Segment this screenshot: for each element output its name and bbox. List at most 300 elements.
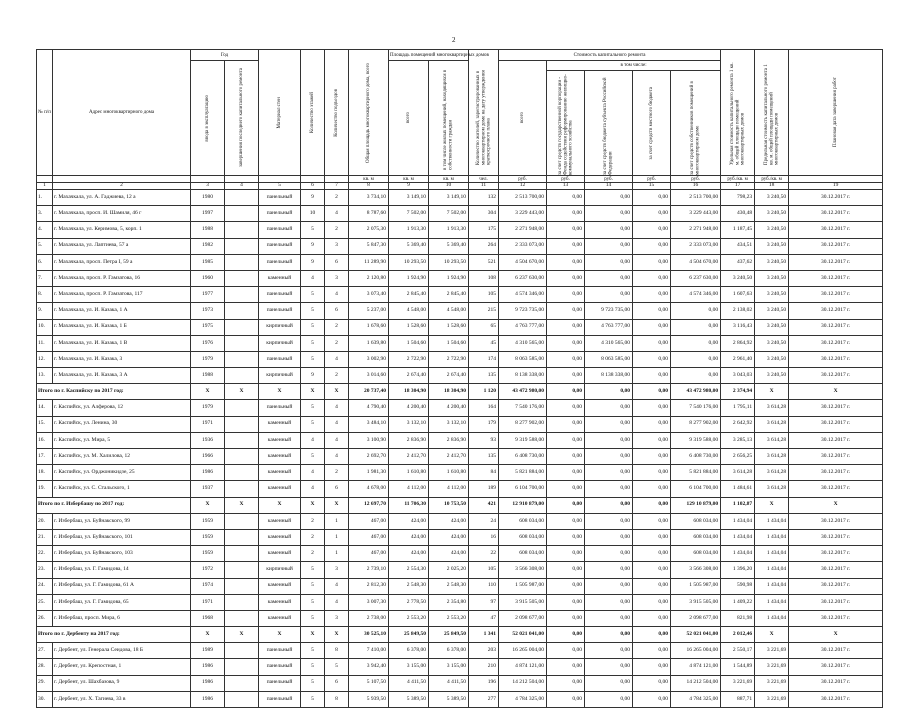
- table-cell: 203: [469, 643, 499, 659]
- table-cell: 3 614,28: [755, 465, 789, 481]
- table-cell: 3 614,28: [755, 416, 789, 432]
- table-cell: 2 513 700,00: [671, 190, 721, 206]
- address-cell: г. Махачкала, ул. Керимова, 5, корп. 1: [53, 222, 191, 238]
- table-cell: 6 408 730,00: [499, 449, 547, 465]
- table-cell: 0,00: [633, 594, 671, 610]
- table-cell: 30.12.2017 г.: [789, 594, 883, 610]
- table-cell: 30.12.2017 г.: [789, 190, 883, 206]
- table-cell: 0,00: [633, 206, 671, 222]
- table-cell: 30.12.2017 г.: [789, 351, 883, 367]
- table-cell: 4 874 121,00: [671, 659, 721, 675]
- table-cell: 210: [469, 659, 499, 675]
- subtotal-cell: X: [225, 384, 259, 400]
- table-cell: панельный: [259, 287, 301, 303]
- table-cell: 2: [301, 529, 325, 545]
- table-cell: 30.12.2017 г.: [789, 449, 883, 465]
- table-cell: 1: [325, 546, 349, 562]
- table-cell: каменный: [259, 578, 301, 594]
- table-cell: 30.12.2017 г.: [789, 416, 883, 432]
- table-cell: 5 939,50: [349, 691, 389, 707]
- table-cell: 3: [325, 270, 349, 286]
- col-residents-header: Количество жителей, зарегистрированных в многоквартирном доме на дату утверждения краткосрочного плана: [469, 50, 499, 176]
- table-cell: [225, 562, 259, 578]
- table-cell: 0,00: [633, 254, 671, 270]
- subtotal-cell: 2 012,46: [721, 627, 755, 643]
- table-cell: 2 778,50: [389, 594, 429, 610]
- table-cell: каменный: [259, 610, 301, 626]
- table-cell: 1974: [191, 578, 225, 594]
- table-cell: 4 548,00: [389, 303, 429, 319]
- table-cell: 1 504,60: [389, 335, 429, 351]
- table-cell: каменный: [259, 546, 301, 562]
- table-cell: 4: [325, 400, 349, 416]
- table-cell: 1973: [191, 303, 225, 319]
- table-cell: 2 412,70: [389, 449, 429, 465]
- subtotal-cell: 0,00: [547, 497, 585, 513]
- table-cell: 3 614,28: [755, 432, 789, 448]
- table-cell: 108: [469, 270, 499, 286]
- table-cell: 8 277 902,00: [671, 416, 721, 432]
- table-cell: 1986: [191, 675, 225, 691]
- table-cell: 1 434,04: [755, 529, 789, 545]
- table-row: [37, 691, 883, 707]
- table-cell: 5: [301, 335, 325, 351]
- address-cell: г. Избербаш, ул. Буйнакского, 103: [53, 546, 191, 562]
- subtotal-cell: X: [301, 497, 325, 513]
- address-cell: г. Махачкала, просп. Петра I, 59 а: [53, 254, 191, 270]
- table-cell: 1988: [191, 222, 225, 238]
- table-cell: 608 034,00: [671, 513, 721, 529]
- row-number: 28.: [37, 659, 53, 675]
- table-cell: 30.12.2017 г.: [789, 254, 883, 270]
- unit-cell: кв. м: [429, 176, 469, 183]
- table-cell: 3: [325, 610, 349, 626]
- table-cell: [225, 691, 259, 707]
- address-cell: г. Каспийск, ул. М. Халилова, 12: [53, 449, 191, 465]
- table-cell: 2 739,10: [349, 562, 389, 578]
- table-row: [37, 594, 883, 610]
- table-cell: кирпичный: [259, 335, 301, 351]
- row-number: 11.: [37, 335, 53, 351]
- table-cell: 3 073,40: [349, 287, 389, 303]
- table-cell: панельный: [259, 675, 301, 691]
- table-cell: 1 434,04: [721, 513, 755, 529]
- address-cell: г. Избербаш, ул. Г. Гамидова, 61 А: [53, 578, 191, 594]
- table-cell: 5 237,00: [349, 303, 389, 319]
- table-cell: 2: [301, 546, 325, 562]
- table-cell: 7 502,00: [389, 206, 429, 222]
- table-cell: 5: [301, 578, 325, 594]
- subtotal-cell: 0,00: [585, 627, 633, 643]
- page-number: 2: [452, 36, 456, 44]
- table-cell: 1936: [191, 432, 225, 448]
- table-cell: панельный: [259, 351, 301, 367]
- row-number: 21.: [37, 529, 53, 545]
- table-cell: 3 149,10: [429, 190, 469, 206]
- table-cell: 6 237 630,00: [499, 270, 547, 286]
- table-row: [37, 206, 883, 222]
- subtotal-label: Итого по г. Избербашу по 2017 год:: [37, 497, 191, 513]
- table-row: [37, 432, 883, 448]
- column-number-cell: 3: [191, 183, 225, 190]
- table-cell: 3 132,10: [389, 416, 429, 432]
- table-cell: 3 240,50: [721, 270, 755, 286]
- table-cell: 174: [469, 351, 499, 367]
- table-cell: 0,00: [547, 432, 585, 448]
- table-cell: 45: [469, 335, 499, 351]
- table-cell: 1 528,60: [429, 319, 469, 335]
- table-cell: 5: [301, 562, 325, 578]
- table-cell: панельный: [259, 691, 301, 707]
- subtotal-cell: 43 472 980,00: [671, 384, 721, 400]
- table-cell: 5: [301, 400, 325, 416]
- table-cell: 135: [469, 449, 499, 465]
- table-cell: 0,00: [547, 529, 585, 545]
- table-cell: 0,00: [671, 319, 721, 335]
- table-cell: 2 548,30: [389, 578, 429, 594]
- table-cell: 8 138 338,00: [499, 368, 547, 384]
- table-cell: 608 034,00: [499, 529, 547, 545]
- subtotal-cell: X: [191, 497, 225, 513]
- table-cell: 1 505 987,00: [671, 578, 721, 594]
- table-cell: 2 722,90: [389, 351, 429, 367]
- table-cell: 10: [301, 206, 325, 222]
- table-cell: панельный: [259, 659, 301, 675]
- table-cell: 2 354,80: [429, 594, 469, 610]
- table-cell: 0,00: [547, 546, 585, 562]
- table-cell: панельный: [259, 206, 301, 222]
- subtotal-cell: 43 472 980,00: [499, 384, 547, 400]
- table-cell: 4 574 346,00: [671, 287, 721, 303]
- table-cell: 0,00: [633, 449, 671, 465]
- column-number-cell: 6: [301, 183, 325, 190]
- table-cell: [225, 238, 259, 254]
- subtotal-cell: 52 021 041,00: [671, 627, 721, 643]
- table-cell: 0,00: [633, 222, 671, 238]
- table-cell: 3 566 308,00: [499, 562, 547, 578]
- col-cost-including-header: в том числе:: [547, 61, 721, 71]
- table-cell: 4 200,40: [429, 400, 469, 416]
- col-deadline-header: Плановая дата завершения работ: [789, 50, 883, 176]
- table-cell: 3 221,69: [721, 675, 755, 691]
- table-cell: [225, 675, 259, 691]
- address-cell: г. Махачкала, просп. Р. Гамзатова, 117: [53, 287, 191, 303]
- table-cell: 424,00: [429, 546, 469, 562]
- table-cell: каменный: [259, 513, 301, 529]
- subtotal-cell: 0,00: [585, 497, 633, 513]
- table-cell: кирпичный: [259, 319, 301, 335]
- table-cell: 4 200,40: [389, 400, 429, 416]
- table-cell: панельный: [259, 303, 301, 319]
- subtotal-cell: 10 753,50: [429, 497, 469, 513]
- table-cell: 3: [325, 562, 349, 578]
- table-cell: 3 240,50: [755, 190, 789, 206]
- table-cell: 1977: [191, 287, 225, 303]
- table-cell: каменный: [259, 465, 301, 481]
- table-cell: 0,00: [585, 416, 633, 432]
- table-cell: [225, 319, 259, 335]
- table-cell: 4: [301, 270, 325, 286]
- table-cell: 3 734,10: [349, 190, 389, 206]
- table-cell: 424,00: [389, 513, 429, 529]
- row-number: 20.: [37, 513, 53, 529]
- table-cell: [225, 416, 259, 432]
- address-cell: г. Каспийск, ул. Орджоникидзе, 25: [53, 465, 191, 481]
- units-row: [37, 176, 883, 183]
- table-cell: 0,00: [547, 303, 585, 319]
- table-cell: 30.12.2017 г.: [789, 546, 883, 562]
- table-cell: 0,00: [633, 400, 671, 416]
- table-row: [37, 319, 883, 335]
- row-number: 29.: [37, 675, 53, 691]
- table-cell: 196: [469, 675, 499, 691]
- table-cell: 0,00: [547, 351, 585, 367]
- table-cell: 0,00: [547, 319, 585, 335]
- table-cell: панельный: [259, 400, 301, 416]
- table-cell: 1 434,04: [721, 529, 755, 545]
- table-cell: 0,00: [633, 675, 671, 691]
- col-year-commission-header: ввода в эксплуатацию: [191, 61, 225, 176]
- unit-cell: руб.: [633, 176, 671, 183]
- table-cell: 30.12.2017 г.: [789, 610, 883, 626]
- table-cell: 0,00: [633, 465, 671, 481]
- table-cell: 2: [325, 222, 349, 238]
- address-cell: г. Махачкала, ул. И. Казака, 1 А: [53, 303, 191, 319]
- table-cell: 2 845,40: [429, 287, 469, 303]
- table-cell: 3 240,50: [755, 351, 789, 367]
- table-cell: 3 221,69: [755, 659, 789, 675]
- address-cell: г. Избербаш, ул. Г. Гамидова, 65: [53, 594, 191, 610]
- unit-cell: руб.: [499, 176, 547, 183]
- address-cell: г. Махачкала, просп. Р. Гамзатова, 16: [53, 270, 191, 286]
- table-cell: 2: [325, 465, 349, 481]
- table-cell: 590,98: [721, 578, 755, 594]
- table-cell: 9: [301, 238, 325, 254]
- table-cell: 4: [325, 206, 349, 222]
- subtotal-cell: X: [325, 384, 349, 400]
- table-cell: 5 847,30: [349, 238, 389, 254]
- table-cell: 3 229 443,00: [499, 206, 547, 222]
- table-cell: 2 674,40: [389, 368, 429, 384]
- table-cell: 0,00: [585, 465, 633, 481]
- column-number-cell: 19: [789, 183, 883, 190]
- col-address-header: Адрес многоквартирного дома: [53, 50, 191, 176]
- table-cell: 3 221,69: [755, 675, 789, 691]
- table-row: [37, 675, 883, 691]
- table-cell: 0,00: [547, 270, 585, 286]
- col-year-overhaul-header: завершения последнего капитального ремонта: [225, 61, 259, 176]
- table-cell: 5 369,40: [429, 238, 469, 254]
- row-number: 13.: [37, 368, 53, 384]
- table-cell: каменный: [259, 529, 301, 545]
- col-cost-total-header: всего: [499, 61, 547, 176]
- table-cell: 1 434,04: [755, 578, 789, 594]
- table-cell: 0,00: [633, 190, 671, 206]
- table-cell: 3 240,50: [755, 254, 789, 270]
- table-cell: 2 674,40: [429, 368, 469, 384]
- table-cell: 0,00: [585, 449, 633, 465]
- row-number: 14.: [37, 400, 53, 416]
- table-cell: 1 396,20: [721, 562, 755, 578]
- table-cell: 2 412,70: [429, 449, 469, 465]
- table-cell: 5: [301, 610, 325, 626]
- subtotal-cell: 12 697,70: [349, 497, 389, 513]
- table-cell: 4 411,50: [429, 675, 469, 691]
- table-cell: 5: [301, 351, 325, 367]
- address-cell: г. Дербент, ул. Шахбазова, 9: [53, 675, 191, 691]
- unit-cell: кв. м: [349, 176, 389, 183]
- table-cell: 10 293,50: [389, 254, 429, 270]
- table-cell: 0,00: [585, 206, 633, 222]
- table-cell: [225, 335, 259, 351]
- table-cell: 8 138 338,00: [585, 368, 633, 384]
- table-cell: [225, 190, 259, 206]
- table-cell: 264: [469, 238, 499, 254]
- table-cell: 47: [469, 610, 499, 626]
- table-cell: 0,00: [547, 416, 585, 432]
- table-cell: 3 240,50: [755, 319, 789, 335]
- table-cell: 0,00: [585, 562, 633, 578]
- subtotal-cell: 2 374,94: [721, 384, 755, 400]
- address-cell: г. Каспийск, ул. Алферова, 12: [53, 400, 191, 416]
- table-cell: кирпичный: [259, 562, 301, 578]
- col-cost-header: Стоимость капитального ремонта: [499, 50, 721, 61]
- table-cell: 30.12.2017 г.: [789, 691, 883, 707]
- subtotal-row: [37, 384, 883, 400]
- table-cell: 6 408 730,00: [671, 449, 721, 465]
- table-cell: [225, 643, 259, 659]
- subtotal-cell: 0,00: [547, 384, 585, 400]
- table-row: [37, 416, 883, 432]
- table-row: [37, 481, 883, 497]
- table-cell: 2 738,00: [349, 610, 389, 626]
- table-cell: 5: [301, 594, 325, 610]
- table-cell: [225, 610, 259, 626]
- table-cell: 3 221,69: [755, 643, 789, 659]
- column-number-cell: 1: [37, 183, 53, 190]
- table-cell: 2 642,92: [721, 416, 755, 432]
- table-cell: 2 271 948,00: [671, 222, 721, 238]
- unit-cell: руб.: [585, 176, 633, 183]
- table-row: [37, 287, 883, 303]
- table-cell: 2 333 073,00: [499, 238, 547, 254]
- table-cell: 4 763 777,00: [499, 319, 547, 335]
- table-cell: 467,00: [349, 529, 389, 545]
- table-cell: 430,48: [721, 206, 755, 222]
- subtotal-cell: X: [259, 627, 301, 643]
- subtotal-cell: X: [325, 497, 349, 513]
- table-cell: 2 845,40: [389, 287, 429, 303]
- table-cell: 0,00: [633, 610, 671, 626]
- row-number: 27.: [37, 643, 53, 659]
- table-cell: 5 821 884,00: [499, 465, 547, 481]
- table-cell: 5 389,50: [429, 691, 469, 707]
- table-cell: 3 915 505,00: [671, 594, 721, 610]
- table-cell: 2 554,30: [389, 562, 429, 578]
- table-cell: 1 434,04: [755, 513, 789, 529]
- table-cell: 1 505 987,00: [499, 578, 547, 594]
- table-cell: 277: [469, 691, 499, 707]
- table-cell: 608 034,00: [499, 513, 547, 529]
- table-cell: 2 692,70: [349, 449, 389, 465]
- table-cell: 215: [469, 303, 499, 319]
- table-cell: 0,00: [633, 319, 671, 335]
- table-cell: 2 553,20: [429, 610, 469, 626]
- col-unit-cost-header: Удельная стоимость капитального ремонта 1 кв. м. общей площади помещений многоквартирных домов: [721, 50, 755, 176]
- table-cell: 2 025,20: [429, 562, 469, 578]
- table-cell: 5: [301, 449, 325, 465]
- table-cell: 2 120,80: [349, 270, 389, 286]
- table-cell: 0,00: [633, 432, 671, 448]
- address-cell: г. Избербаш, просп. Мира, 6: [53, 610, 191, 626]
- table-cell: 5: [325, 659, 349, 675]
- table-row: [37, 254, 883, 270]
- subtotal-cell: X: [755, 497, 789, 513]
- table-cell: 16 265 004,00: [499, 643, 547, 659]
- table-cell: каменный: [259, 416, 301, 432]
- table-cell: 4: [325, 578, 349, 594]
- table-cell: 8 063 585,00: [585, 351, 633, 367]
- table-cell: 30.12.2017 г.: [789, 222, 883, 238]
- table-cell: 30.12.2017 г.: [789, 287, 883, 303]
- table-cell: 6 237 630,00: [671, 270, 721, 286]
- table-cell: 0,00: [547, 368, 585, 384]
- table-cell: 5 389,50: [389, 691, 429, 707]
- table-cell: 2: [325, 368, 349, 384]
- address-cell: г. Махачкала, ул. А. Гаджиева, 12 а: [53, 190, 191, 206]
- table-cell: 3 229 443,00: [671, 206, 721, 222]
- table-cell: 65: [469, 319, 499, 335]
- address-cell: г. Каспийск, ул. С. Стальского, 1: [53, 481, 191, 497]
- table-cell: 0,00: [633, 303, 671, 319]
- table-cell: 0,00: [633, 578, 671, 594]
- table-cell: 9: [301, 254, 325, 270]
- table-cell: 3 484,10: [349, 416, 389, 432]
- table-cell: 6 378,00: [389, 643, 429, 659]
- table-cell: 0,00: [671, 303, 721, 319]
- table-cell: 0,00: [633, 238, 671, 254]
- table-cell: 424,00: [389, 529, 429, 545]
- col-premises-header: Площадь помещений многоквартирных домов: [389, 50, 469, 61]
- table-cell: 1971: [191, 416, 225, 432]
- capital-repair-table: [36, 49, 883, 708]
- col-cost-local-header: за счет средств местного бюджета: [633, 71, 671, 176]
- table-cell: 6: [325, 254, 349, 270]
- column-number-cell: 10: [429, 183, 469, 190]
- table-cell: 93: [469, 432, 499, 448]
- table-cell: 0,00: [633, 691, 671, 707]
- table-cell: 0,00: [633, 643, 671, 659]
- table-cell: 1997: [191, 206, 225, 222]
- table-cell: 0,00: [547, 481, 585, 497]
- subtotal-row: [37, 497, 883, 513]
- table-cell: 1982: [191, 238, 225, 254]
- table-cell: 3 240,50: [755, 270, 789, 286]
- table-cell: 1 434,04: [755, 610, 789, 626]
- table-cell: 3 149,10: [389, 190, 429, 206]
- table-row: [37, 270, 883, 286]
- table-cell: 2 553,20: [389, 610, 429, 626]
- table-cell: 8 787,60: [349, 206, 389, 222]
- table-cell: панельный: [259, 238, 301, 254]
- table-cell: 1966: [191, 449, 225, 465]
- table-cell: 1 434,04: [755, 546, 789, 562]
- subtotal-cell: 1 102,87: [721, 497, 755, 513]
- table-cell: 424,00: [389, 546, 429, 562]
- table-cell: 1972: [191, 562, 225, 578]
- table-cell: 3 132,10: [429, 416, 469, 432]
- table-cell: 6 104 700,00: [671, 481, 721, 497]
